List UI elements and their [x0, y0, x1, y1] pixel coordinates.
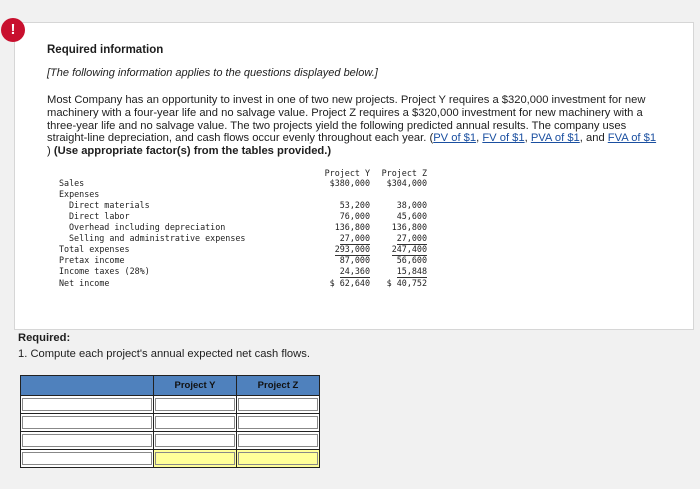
pv-link[interactable]: PV of $1	[433, 132, 477, 145]
total-z-input[interactable]	[238, 452, 318, 465]
total-label-cell[interactable]	[21, 450, 154, 468]
header-project-z: Project Z	[237, 376, 320, 396]
row-label: Selling and administrative expenses	[69, 233, 246, 243]
row-label: Net income	[59, 278, 110, 288]
selling-admin-row	[57, 233, 432, 244]
sales-z: $304,000	[386, 178, 427, 188]
sales-row	[57, 178, 432, 189]
instruction-bold: (Use appropriate factor(s) from the tables provided.)	[53, 145, 332, 158]
sales-y: $380,000	[329, 178, 370, 188]
total-expenses-row	[57, 244, 432, 255]
answer-label-cell[interactable]	[21, 396, 154, 414]
header-project-y: Project Y	[154, 376, 237, 396]
direct-labor-row	[57, 211, 432, 222]
separator: ,	[476, 132, 483, 145]
value-z: $ 40,752	[386, 278, 427, 288]
row-label: Direct labor	[69, 211, 130, 221]
value-y: 136,800	[334, 222, 370, 232]
answer-y-cell[interactable]	[154, 432, 237, 450]
expenses-row	[57, 189, 432, 200]
answer-y-cell[interactable]	[154, 414, 237, 432]
fva-link[interactable]: FVA of $1	[607, 132, 657, 145]
project-z-input[interactable]	[238, 398, 318, 411]
label-input[interactable]	[22, 434, 152, 447]
total-z-cell[interactable]	[237, 450, 320, 468]
row-label: Overhead including depreciation	[69, 222, 226, 232]
row-label: Sales	[59, 178, 85, 188]
project-y-header: Project Y	[324, 168, 370, 178]
project-z-input[interactable]	[238, 434, 318, 447]
value-y: 87,000	[339, 255, 370, 265]
row-label: Pretax income	[59, 255, 125, 265]
pretax-income-row	[57, 255, 432, 266]
value-z: 136,800	[391, 222, 427, 232]
value-z: 56,600	[396, 255, 427, 265]
total-y-input[interactable]	[155, 452, 235, 465]
answer-z-cell[interactable]	[237, 396, 320, 414]
value-z: 38,000	[396, 200, 427, 210]
intro-text: [The following information applies to the questions displayed below.]	[47, 67, 378, 79]
value-y: 24,360	[339, 266, 370, 276]
direct-materials-row	[57, 200, 432, 211]
problem-paragraph	[47, 94, 669, 158]
paragraph-text: Most Company has an opportunity to invest in one of two new projects. Project Y requires a $320,000 investment for new machinery with a four-year life and no salvage value. Project Z requires a $320,000 investment for new machinery with a three-year life and no salvage value. The two projects yield the following predicted annual results. The company uses straight-line depreciation, and cash flows occur evenly throughout each year. (	[47, 94, 646, 145]
required-information-heading: Required information	[47, 44, 164, 56]
value-y: 53,200	[339, 200, 370, 210]
value-z: 45,600	[396, 211, 427, 221]
value-y: 27,000	[339, 233, 370, 243]
answer-total-row	[21, 450, 320, 468]
value-z: 27,000	[396, 233, 427, 243]
income-taxes-row	[57, 266, 432, 277]
answer-row	[21, 414, 320, 432]
row-label: Direct materials	[69, 200, 150, 210]
overhead-row	[57, 222, 432, 233]
label-input[interactable]	[22, 398, 152, 411]
value-z: 247,400	[391, 244, 427, 254]
answer-z-cell[interactable]	[237, 432, 320, 450]
separator: , and	[579, 132, 608, 145]
value-y: $ 62,640	[329, 278, 370, 288]
alert-icon: !	[1, 18, 25, 42]
fv-link[interactable]: FV of $1	[482, 132, 525, 145]
financial-statement	[57, 166, 432, 291]
row-label: Total expenses	[59, 244, 130, 254]
answer-row	[21, 432, 320, 450]
separator: ,	[524, 132, 531, 145]
answer-label-cell[interactable]	[21, 432, 154, 450]
pva-link[interactable]: PVA of $1	[530, 132, 580, 145]
required-label: Required:	[18, 332, 71, 344]
answer-z-cell[interactable]	[237, 414, 320, 432]
total-label-input[interactable]	[22, 452, 152, 465]
net-income-row	[57, 278, 432, 289]
project-y-input[interactable]	[155, 434, 235, 447]
question-text: 1. Compute each project's annual expected net cash flows.	[18, 348, 310, 360]
close-paren: )	[47, 145, 51, 158]
value-z: 15,848	[396, 266, 427, 276]
row-label: Expenses	[59, 189, 100, 199]
answer-header-row	[21, 376, 320, 396]
header-blank	[21, 376, 154, 396]
project-y-input[interactable]	[155, 398, 235, 411]
row-label: Income taxes (28%)	[59, 266, 150, 276]
total-y-cell[interactable]	[154, 450, 237, 468]
answer-label-cell[interactable]	[21, 414, 154, 432]
label-input[interactable]	[22, 416, 152, 429]
answer-y-cell[interactable]	[154, 396, 237, 414]
project-z-header: Project Z	[381, 168, 427, 178]
answer-table	[20, 375, 320, 468]
answer-row	[21, 396, 320, 414]
project-z-input[interactable]	[238, 416, 318, 429]
project-y-input[interactable]	[155, 416, 235, 429]
value-y: 76,000	[339, 211, 370, 221]
value-y: 293,000	[334, 244, 370, 254]
